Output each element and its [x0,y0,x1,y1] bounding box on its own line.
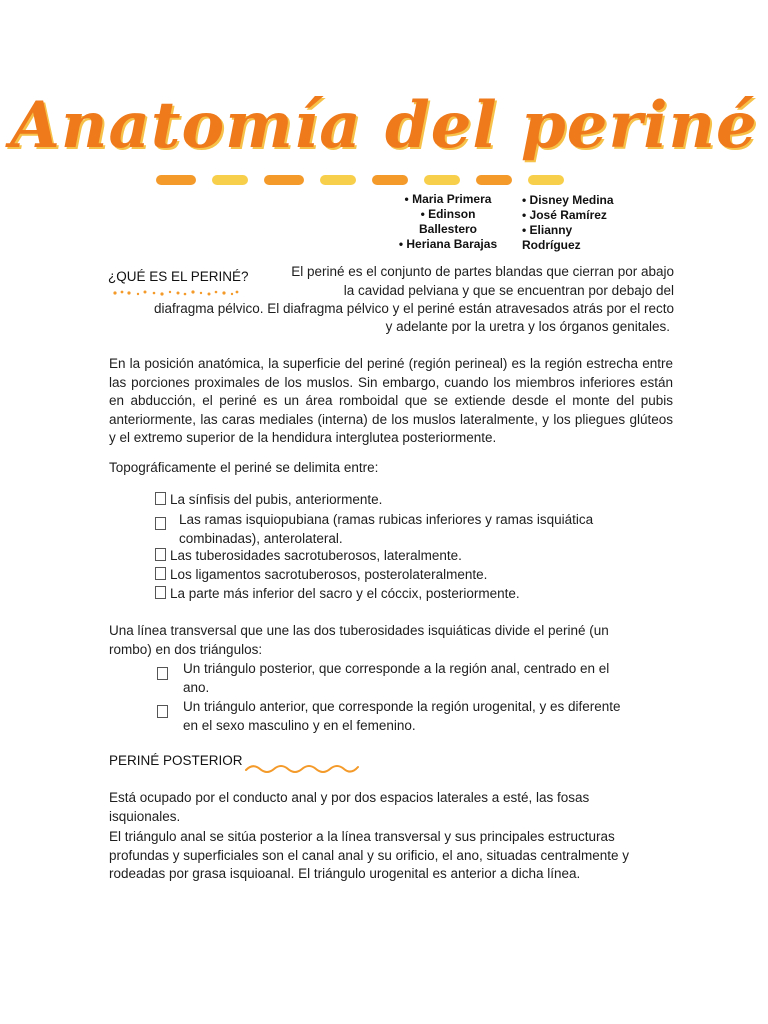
author-line: Rodríguez [522,238,581,252]
list-item-limit: La sínfisis del pubis, anteriormente. [155,491,635,510]
author-line: • Elianny [522,223,573,237]
checkbox-icon [155,586,166,599]
topography-intro: Topográficamente el periné se delimita entre: [109,460,379,475]
author-line: • José Ramírez [522,208,607,222]
section-heading-perine-posterior: PERINÉ POSTERIOR [109,753,243,768]
checkbox-icon [155,548,166,561]
heading-wavy-underline [244,761,360,775]
list-item-limit: La parte más inferior del sacro y el cóccix, posteriormente. [155,585,635,604]
section-heading-que-es: ¿QUÉ ES EL PERINÉ? [108,269,249,284]
heading-dotted-underline [112,289,240,297]
transverse-intro: Una línea transversal que une las dos tuberosidades isquiáticas divide el periné (un rombo) en dos triángulos: [109,623,609,657]
posterior-paragraph-1: Está ocupado por el conducto anal y por dos espacios laterales a esté, las fosas isquionales. [109,790,590,824]
title-dash-decoration [156,172,606,188]
intro-line-3: diafragma pélvico. El diafragma pélvico y el periné están atravesados atrás por el recto [153,301,674,316]
position-paragraph: En la posición anatómica, la superficie del periné (región perineal) es la región estrecha entre las porciones proximales de los muslos. Sin embargo, cuando los miembros inferiores están en abducción, el periné es un área romboidal que se extiende desde el monte del pubis anteriormente, las caras mediales (interna) de los muslos lateralmente, y los pliegues glúteos y el extremo superior de la hendidura interglutea posteriormente. [109,356,673,446]
checkbox-icon [157,705,168,718]
intro-line-2: la cavidad pelviana y que se encuentran por debajo del [343,283,674,298]
author-line: Ballestero [418,222,478,236]
list-item-limit: Las tuberosidades sacrotuberosos, lateralmente. [155,547,635,566]
intro-line-4: y adelante por la uretra y los órganos genitales. [385,319,670,334]
intro-line-1: El periné es el conjunto de partes blandas que cierran por abajo [291,264,674,279]
author-line: • Maria Primera [404,192,492,206]
page-title: Anatomía del periné [10,88,758,163]
list-item-limit: Las ramas isquiopubiana (ramas rubicas inferiores y ramas isquiática combinadas), anterolateral. [155,511,635,548]
posterior-paragraph-2: El triángulo anal se sitúa posterior a la línea transversal y sus principales estructuras profundas y superficiales son el canal anal y su orificio, el ano, situadas centralmente y rodeadas por grasa isquioanal. El triángulo urogenital es anterior a dicha línea. [109,829,630,882]
author-line: • Disney Medina [522,193,614,207]
checkbox-icon [155,517,166,530]
list-item-triangle: Un triángulo posterior, que corresponde a la región anal, centrado en el ano. [157,660,637,697]
checkbox-icon [155,492,166,505]
authors-col-2 [522,193,642,253]
list-item-triangle: Un triángulo anterior, que corresponde la región urogenital, y es diferente en el sexo masculino y en el femenino. [157,698,637,735]
list-item-limit: Los ligamentos sacrotuberosos, posterolateralmente. [155,566,635,585]
authors-col-1 [392,192,504,252]
author-line: • Edinson [420,207,476,221]
author-line: • Heriana Barajas [398,237,498,251]
checkbox-icon [157,667,168,680]
checkbox-icon [155,567,166,580]
